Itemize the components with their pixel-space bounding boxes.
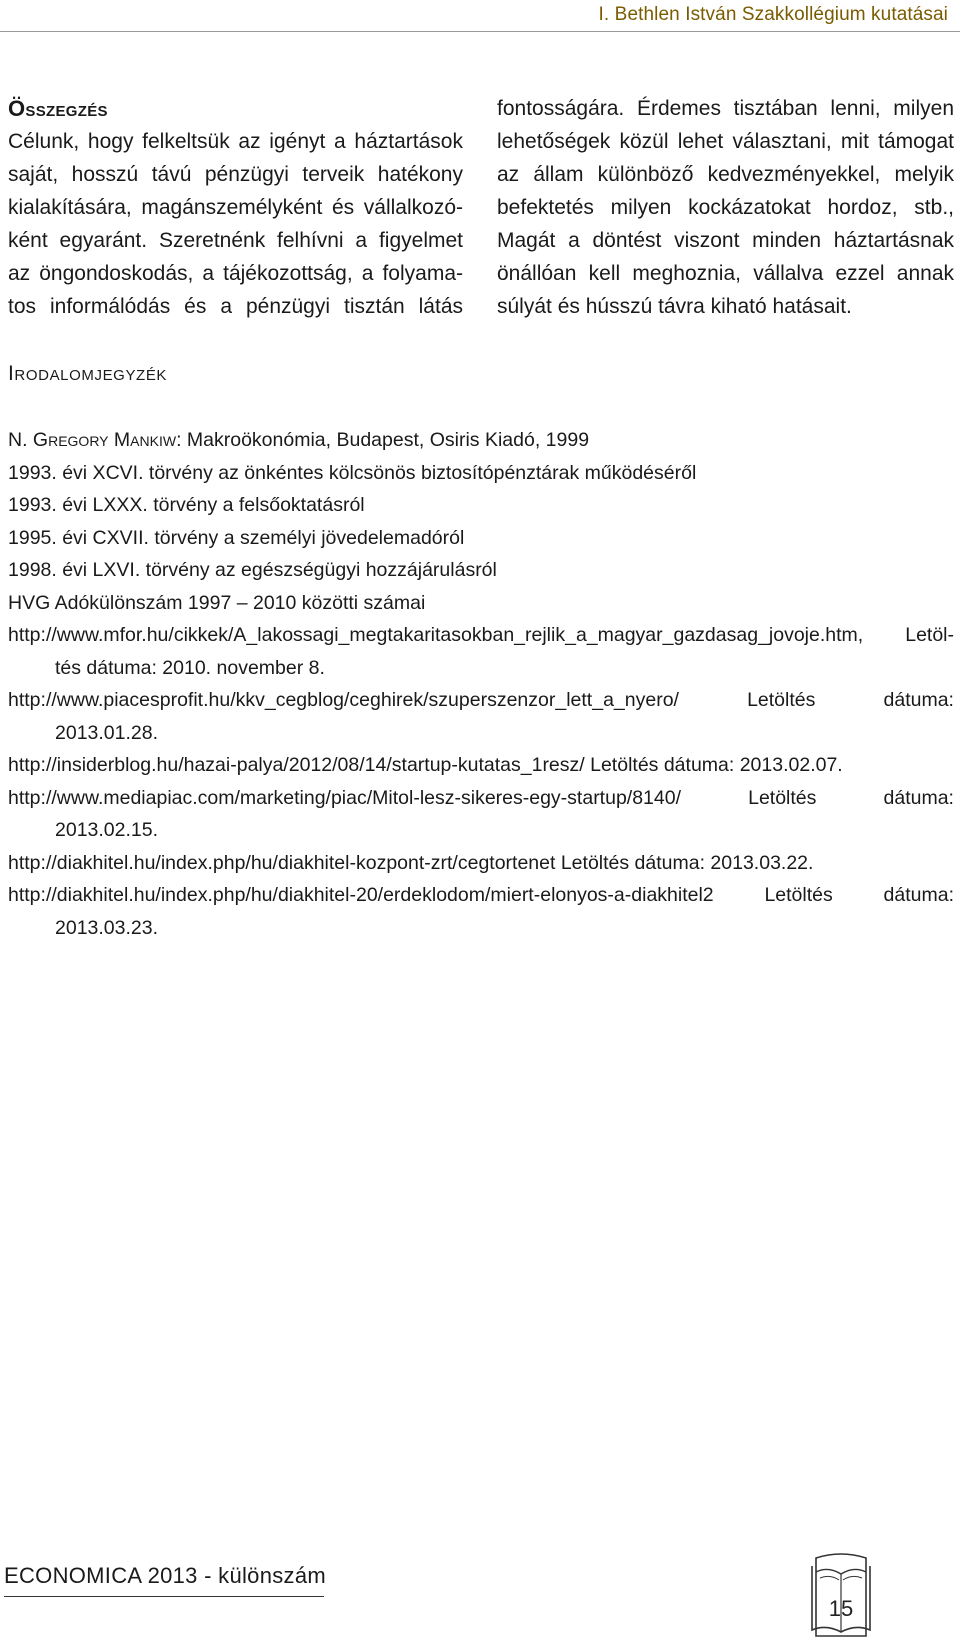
paragraph-line: tos informálódás és a pénzügyi tisztán látás bbox=[8, 295, 463, 318]
paragraph-line: Magát a döntést viszont minden háztartásnak bbox=[497, 229, 954, 252]
paragraph-line: ként egyaránt. Szeretnénk felhívni a figyelmet bbox=[8, 229, 463, 252]
summary-left-text bbox=[8, 125, 463, 323]
reference-url[interactable]: http://www.mfor.hu/cikkek/A_lakossagi_megtakaritasokban_rejlik_a_magyar_gazdasag_jovoje.htm, bbox=[8, 624, 864, 646]
bibliography-list bbox=[8, 424, 954, 944]
footer-divider bbox=[4, 1596, 324, 1597]
summary-left-column bbox=[8, 92, 463, 323]
page-number: 15 bbox=[828, 1596, 854, 1621]
summary-right-text bbox=[497, 92, 954, 323]
paragraph-line: kialakítására, magánszemélyként és vállalkozó- bbox=[8, 196, 463, 219]
paragraph-line: önállóan kell meghoznia, vállalva ezzel annak bbox=[497, 262, 954, 285]
reference-item bbox=[8, 424, 954, 457]
reference-access-label: Letöltés bbox=[764, 884, 833, 906]
reference-text: 1993. évi LXXX. törvény a felsőoktatásról bbox=[8, 494, 365, 516]
reference-access-label: Letöl- bbox=[905, 624, 954, 646]
paragraph-line: súlyát és hússzú távra kiható hatásait. bbox=[497, 295, 852, 318]
open-book-icon bbox=[806, 1548, 876, 1640]
reference-item bbox=[8, 554, 954, 587]
link-reference-item bbox=[8, 847, 954, 880]
reference-item bbox=[8, 489, 954, 522]
paragraph-line: fontosságára. Érdemes tisztában lenni, milyen bbox=[497, 97, 954, 120]
reference-access-label: Letöltés bbox=[747, 689, 816, 711]
header-title: I. Bethlen István Szakkollégium kutatásai bbox=[598, 4, 948, 25]
reference-access-date: 2013.02.15. bbox=[55, 819, 159, 841]
reference-url[interactable]: http://www.mediapiac.com/marketing/piac/Mitol-lesz-sikeres-egy-startup/8140/ bbox=[8, 786, 682, 809]
reference-item bbox=[8, 522, 954, 555]
reference-url[interactable]: http://www.piacesprofit.hu/kkv_cegblog/ceghirek/szuperszenzor_lett_a_nyero/ bbox=[8, 689, 679, 711]
reference-text: : Makroökonómia, Budapest, Osiris Kiadó, 1999 bbox=[176, 429, 590, 451]
reference-text: 1998. évi LXVI. törvény az egészségügyi hozzájárulásról bbox=[8, 559, 497, 581]
link-reference-item bbox=[8, 782, 954, 847]
reference-item bbox=[8, 587, 954, 620]
paragraph-line: saját, hosszú távú pénzügyi terveik hatékony bbox=[8, 163, 463, 186]
bibliography-title: Irodalomjegyzék bbox=[8, 362, 168, 385]
paragraph-line: befektetés milyen kockázatokat hordoz, stb., bbox=[497, 196, 954, 219]
paragraph-line: az állam különböző kedvezményekkel, melyik bbox=[497, 163, 954, 186]
summary-heading: Összegzés bbox=[8, 96, 108, 121]
reference-item bbox=[8, 457, 954, 490]
summary-right-column bbox=[497, 92, 954, 323]
reference-url[interactable]: http://insiderblog.hu/hazai-palya/2012/08/14/startup-kutatas_1resz/ Letöltés dátuma: 2013.02.07. bbox=[8, 754, 843, 776]
reference-prefix: N. bbox=[8, 429, 33, 451]
running-header bbox=[0, 0, 960, 32]
link-reference-item bbox=[8, 684, 954, 749]
reference-text: 1995. évi CXVII. törvény a személyi jövedelemadóról bbox=[8, 526, 465, 549]
reference-author: Gregory Mankiw bbox=[32, 429, 177, 451]
link-reference-item bbox=[8, 749, 954, 782]
reference-access-date: 2013.01.28. bbox=[55, 721, 159, 744]
reference-access-date: 2013.03.23. bbox=[55, 916, 159, 939]
link-reference-item bbox=[8, 879, 954, 944]
reference-access-label: dátuma: bbox=[883, 786, 954, 809]
link-reference-group bbox=[8, 619, 954, 944]
reference-url[interactable]: http://diakhitel.hu/index.php/hu/diakhitel-20/erdeklodom/miert-elonyos-a-diakhitel2 bbox=[8, 884, 714, 906]
reference-access-date: tés dátuma: 2010. november 8. bbox=[55, 656, 325, 679]
reference-access-label: dátuma: bbox=[883, 689, 954, 711]
paragraph-line: az öngondoskodás, a tájékozottság, a folyama- bbox=[8, 262, 463, 285]
paragraph-line: lehetőségek közül lehet választani, mit támogat bbox=[497, 130, 954, 153]
reference-url[interactable]: http://diakhitel.hu/index.php/hu/diakhitel-kozpont-zrt/cegtortenet Letöltés dátuma: 2013.03.22. bbox=[8, 851, 814, 874]
reference-access-label: Letöltés bbox=[748, 786, 817, 809]
reference-group bbox=[8, 457, 954, 620]
reference-text: HVG Adókülönszám 1997 – 2010 közötti számai bbox=[8, 591, 426, 614]
reference-text: 1993. évi XCVI. törvény az önkéntes kölcsönös biztosítópénztárak működéséről bbox=[8, 461, 697, 484]
paragraph-line: Célunk, hogy felkeltsük az igényt a háztartások bbox=[8, 130, 463, 153]
reference-access-label: dátuma: bbox=[883, 884, 954, 906]
publication-name: ECONOMICA 2013 - különszám bbox=[4, 1563, 327, 1588]
link-reference-item bbox=[8, 619, 954, 684]
